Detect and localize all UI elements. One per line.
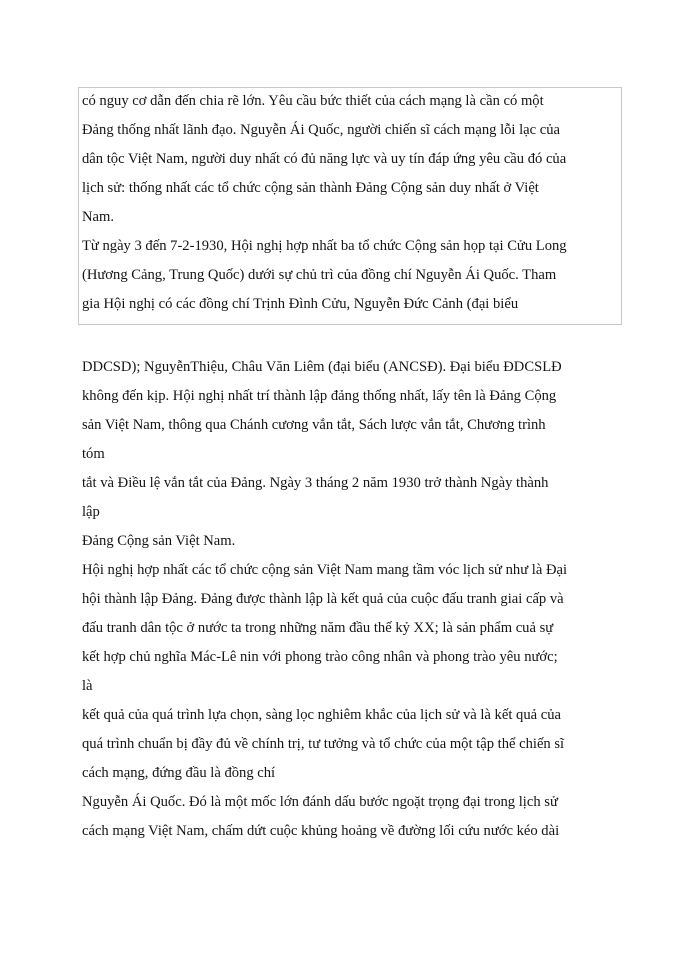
text-line: gia Hội nghị có các đồng chí Trịnh Đình Cửu, Nguyễn Đức Cảnh (đại biểu	[82, 296, 519, 312]
text-line: Nam.	[82, 209, 115, 225]
text-line: quá trình chuẩn bị đầy đủ về chính trị, tư tưởng và tổ chức của một tập thể chiến sĩ	[82, 736, 565, 752]
text-line: Đảng thống nhất lãnh đạo. Nguyễn Ái Quốc, người chiến sĩ cách mạng lỗi lạc của	[82, 122, 561, 138]
text-line: (Hương Cảng, Trung Quốc) dưới sự chủ trì của đồng chí Nguyễn Ái Quốc. Tham	[82, 267, 557, 283]
text-line: kết hợp chủ nghĩa Mác-Lê nin với phong trào công nhân và phong trào yêu nước;	[82, 649, 558, 665]
text-line: là	[82, 678, 93, 694]
text-line: kết quả của quá trình lựa chọn, sàng lọc nghiêm khắc của lịch sử và là kết quả của	[82, 707, 561, 723]
text-line: đấu tranh dân tộc ở nước ta trong những năm đầu thế kỷ XX; là sản phẩm cuả sự	[82, 620, 554, 636]
text-line: dân tộc Việt Nam, người duy nhất có đủ năng lực và uy tín đáp ứng yêu cầu đó của	[82, 151, 567, 167]
text-line: Đảng Cộng sản Việt Nam.	[82, 533, 236, 549]
text-line: lập	[82, 504, 100, 520]
text-line: Từ ngày 3 đến 7-2-1930, Hội nghị hợp nhất ba tổ chức Cộng sản họp tại Cửu Long	[82, 238, 567, 254]
text-line: cách mạng Việt Nam, chấm dứt cuộc khủng hoảng về đường lối cứu nước kéo dài	[82, 823, 560, 839]
text-line: có nguy cơ dẫn đến chia rẽ lớn. Yêu cầu bức thiết của cách mạng là cần có một	[82, 93, 544, 109]
text-line: tắt và Điều lệ vắn tắt của Đảng. Ngày 3 tháng 2 năm 1930 trở thành Ngày thành	[82, 475, 549, 491]
text-line: sản Việt Nam, thông qua Chánh cương vắn tắt, Sách lược vắn tắt, Chương trình	[82, 417, 546, 433]
text-line: hội thành lập Đảng. Đảng được thành lập là kết quả của cuộc đấu tranh giai cấp và	[82, 591, 564, 607]
text-line: DDCSD); NguyễnThiệu, Châu Văn Liêm (đại biểu (ANCSĐ). Đại biểu ĐDCSLĐ	[82, 359, 562, 375]
text-line: tóm	[82, 446, 105, 462]
text-line: cách mạng, đứng đầu là đồng chí	[82, 765, 276, 781]
text-line: Hội nghị hợp nhất các tổ chức cộng sản Việt Nam mang tầm vóc lịch sử như là Đại	[82, 562, 568, 578]
text-line: lịch sử: thống nhất các tổ chức cộng sản thành Đảng Cộng sản duy nhất ở Việt	[82, 180, 539, 196]
text-line: Nguyễn Ái Quốc. Đó là một mốc lớn đánh dấu bước ngoặt trọng đại trong lịch sử	[82, 794, 558, 810]
text-line: không đến kịp. Hội nghị nhất trí thành lập đảng thống nhất, lấy tên là Đảng Cộng	[82, 388, 557, 404]
